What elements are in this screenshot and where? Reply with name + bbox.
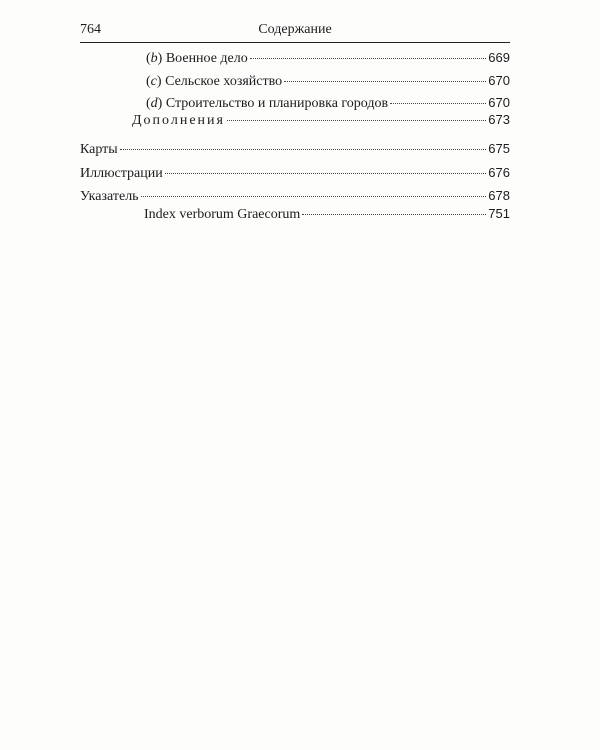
toc-entry-title: (b) Военное дело <box>146 51 248 66</box>
toc-entry-page: 673 <box>488 112 510 127</box>
page-number: 764 <box>80 22 101 37</box>
toc-entry-marker: c <box>150 74 157 89</box>
toc-entry-index[interactable] <box>80 186 510 206</box>
toc-leader-dots <box>250 58 487 59</box>
toc-entry-text: Военное дело <box>165 51 248 66</box>
toc-entry-page: 676 <box>488 165 510 180</box>
toc-entry-title: Дополнения <box>132 113 225 128</box>
toc-entry-agriculture[interactable] <box>80 71 510 91</box>
toc-entry-illustrations[interactable] <box>80 163 510 183</box>
toc-leader-dots <box>141 196 487 197</box>
toc-entry-index-verborum[interactable] <box>80 204 510 224</box>
toc-entry-text: Строительство и планировка городов <box>165 96 389 111</box>
toc-leader-dots <box>120 149 487 150</box>
toc-leader-dots <box>284 81 486 82</box>
toc-entry-maps[interactable] <box>80 139 510 159</box>
toc-entry-title: Карты <box>80 142 118 157</box>
toc-entry-title: (d) Строительство и планировка городов <box>146 96 389 111</box>
header-rule <box>80 42 510 43</box>
running-head-title: Содержание <box>258 22 332 37</box>
toc-entry-page: 669 <box>488 50 510 65</box>
toc-leader-dots <box>390 103 486 104</box>
toc-entry-title: Иллюстрации <box>80 166 163 181</box>
toc-entry-page: 670 <box>488 73 510 88</box>
toc-leader-dots <box>302 214 486 215</box>
toc-entry-page: 751 <box>488 206 510 221</box>
toc-entry-additions[interactable] <box>80 110 510 130</box>
toc-entry-page: 670 <box>488 95 510 110</box>
toc-entry-marker: b <box>150 51 158 66</box>
toc-entry-page: 675 <box>488 141 510 156</box>
toc-entry-text: Сельское хозяйство <box>165 74 283 89</box>
toc-leader-dots <box>227 120 486 121</box>
running-head <box>80 22 510 42</box>
toc-entry-title: (c) Сельское хозяйство <box>146 74 283 89</box>
toc-entry-military[interactable] <box>80 48 510 68</box>
toc-entry-title: Index verborum Graecorum <box>144 207 301 222</box>
toc-entry-title: Указатель <box>80 189 139 204</box>
toc-entry-page: 678 <box>488 188 510 203</box>
toc-leader-dots <box>165 173 487 174</box>
toc-entry-marker: d <box>150 96 158 111</box>
